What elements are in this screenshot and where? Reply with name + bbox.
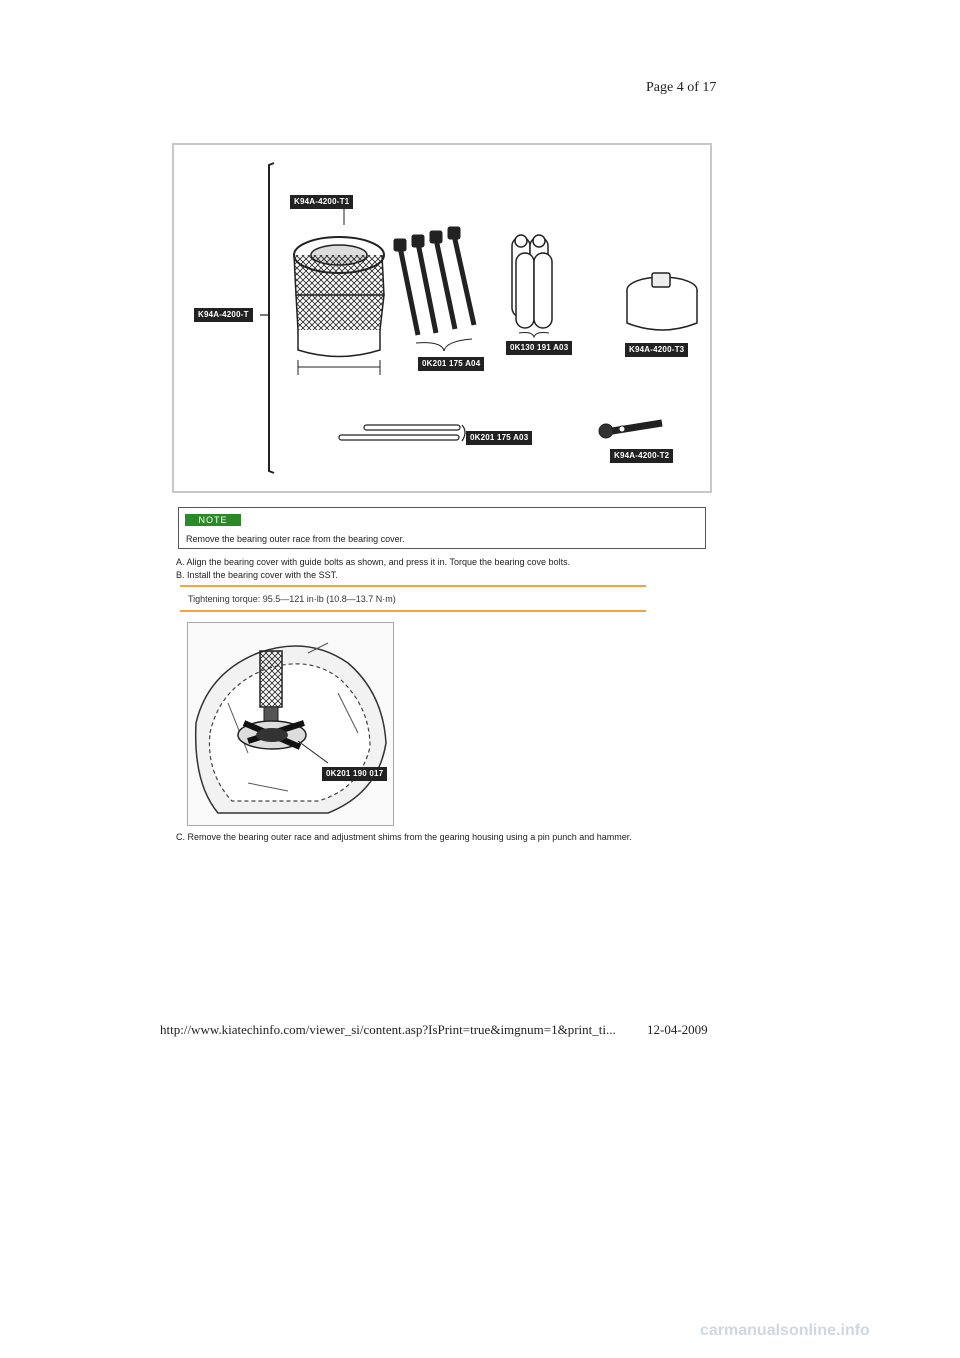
long-rods-drawing [339,425,465,441]
note-badge: NOTE [185,514,241,526]
footer-url: http://www.kiatechinfo.com/viewer_si/content.asp?IsPrint=true&imgnum=1&print_ti... [160,1022,616,1037]
torque-bottom-rule [180,610,646,612]
sleeves-drawing [512,235,552,337]
label-k94a-4200-t: K94A-4200-T [194,308,253,322]
sst-tools-figure [172,143,712,493]
label-k94a-4200-t2: K94A-4200-T2 [610,449,673,463]
note-box [178,507,706,549]
note-text: Remove the bearing outer race from the bearing cover. [186,534,405,544]
wrench-drawing [599,423,662,438]
label-0k201-175-a03: 0K201 175 A03 [466,431,532,445]
label-k94a-4200-t3: K94A-4200-T3 [625,343,688,357]
cap-tool-drawing [627,273,697,330]
step-c: C. Remove the bearing outer race and adjustment shims from the gearing housing using a pin punch and hammer. [176,832,632,842]
label-k94a-4200-t1: K94A-4200-T1 [290,195,353,209]
label-0k130-191-a03: 0K130 191 A03 [506,341,572,355]
label-0k201-190-017: 0K201 190 017 [322,767,387,781]
sst-tools-illustration [174,145,710,491]
watermark: carmanualsonline.info [700,1322,870,1339]
bearing-cover-installation-figure [187,622,394,826]
step-b: B. Install the bearing cover with the SST. [176,570,338,580]
step-a: A. Align the bearing cover with guide bolts as shown, and press it in. Torque the bearing cove bolts. [176,557,571,567]
footer-date: 12-04-2009 [647,1022,708,1037]
guide-bolts-drawing [394,227,474,351]
page-number: Page 4 of 17 [646,80,717,95]
bearing-installer-drawing [294,203,384,375]
label-0k201-175-a04: 0K201 175 A04 [418,357,484,371]
transaxle-housing-illustration [188,623,393,825]
tightening-torque: Tightening torque: 95.5—121 in·lb (10.8—13.7 N·m) [188,594,396,604]
torque-top-rule [180,585,646,587]
